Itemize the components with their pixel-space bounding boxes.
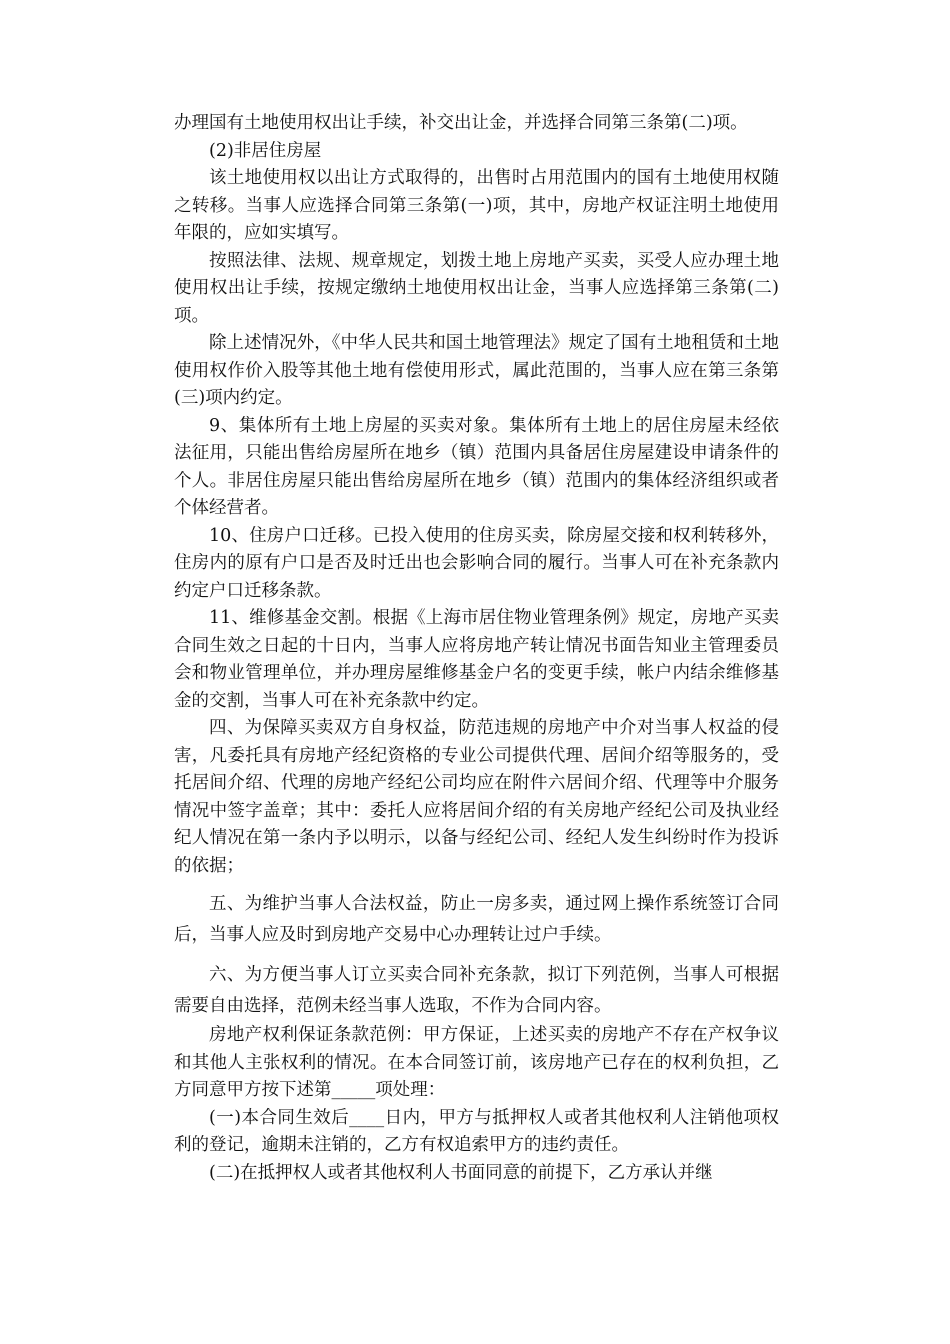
paragraph: 该土地使用权以出让方式取得的，出售时占用范围内的国有土地使用权随之转移。当事人应选择合同第三条第(一)项，其中，房地产权证注明土地使用年限的，应如实填写。 bbox=[174, 168, 779, 243]
paragraph: (一)本合同生效后____日内，甲方与抵押权人或者其他权利人注销他项权利的登记，逾期未注销的，乙方有权追索甲方的违约责任。 bbox=[174, 1107, 779, 1155]
paragraph: 10、住房户口迁移。已投入使用的住房买卖，除房屋交接和权利转移外，住房内的原有户口是否及时迁出也会影响合同的履行。当事人可在补充条款内约定户口迁移条款。 bbox=[174, 525, 779, 601]
section-heading: (2)非居住房屋 bbox=[209, 140, 322, 161]
document-page bbox=[174, 110, 779, 1187]
paragraph: 六、为方便当事人订立买卖合同补充条款，拟订下列范例，当事人可根据需要自由选择，范例未经当事人选取，不作为合同内容。 bbox=[174, 965, 779, 1016]
paragraph: 9、集体所有土地上房屋的买卖对象。集体所有土地上的居住房屋未经依法征用，只能出售给房屋所在地乡（镇）范围内具备居住房屋建设申请条件的个人。非居住房屋只能出售给房屋所在地乡（镇）范围内的集体经济组织或者个体经营者。 bbox=[174, 415, 779, 518]
paragraph: 四、为保障买卖双方自身权益，防范违规的房地产中介对当事人权益的侵害，凡委托具有房地产经纪资格的专业公司提供代理、居间介绍等服务的，受托居间介绍、代理的房地产经纪公司均应在附件六居间介绍、代理等中介服务情况中签字盖章；其中：委托人应将居间介绍的有关房地产经纪公司及执业经纪人情况在第一条内予以明示，以备与经纪公司、经纪人发生纠纷时作为投诉的依据； bbox=[174, 718, 779, 876]
paragraph: 办理国有土地使用权出让手续，补交出让金，并选择合同第三条第(二)项。 bbox=[174, 113, 748, 133]
paragraph: (二)在抵押权人或者其他权利人书面同意的前提下，乙方承认并继 bbox=[209, 1162, 713, 1183]
paragraph: 五、为维护当事人合法权益，防止一房多卖，通过网上操作系统签订合同后，当事人应及时到房地产交易中心办理转让过户手续。 bbox=[174, 894, 779, 945]
paragraph: 按照法律、法规、规章规定，划拨土地上房地产买卖，买受人应办理土地使用权出让手续，按规定缴纳土地使用权出让金，当事人应选择第三条第(二)项。 bbox=[174, 250, 779, 326]
paragraph: 11、维修基金交割。根据《上海市居住物业管理条例》规定，房地产买卖合同生效之日起的十日内，当事人应将房地产转让情况书面告知业主管理委员会和物业管理单位，并办理房屋维修基金户名的变更手续，帐户内结余维修基金的交割，当事人可在补充条款中约定。 bbox=[174, 608, 779, 711]
paragraph: 除上述情况外，《中华人民共和国土地管理法》规定了国有土地租赁和土地使用权作价入股等其他土地有偿使用形式，属此范围的，当事人应在第三条第(三)项内约定。 bbox=[174, 333, 779, 408]
paragraph: 房地产权利保证条款范例：甲方保证，上述买卖的房地产不存在产权争议和其他人主张权利的情况。在本合同签订前，该房地产已存在的权利负担，乙方同意甲方按下述第_____项处理： bbox=[174, 1025, 779, 1100]
